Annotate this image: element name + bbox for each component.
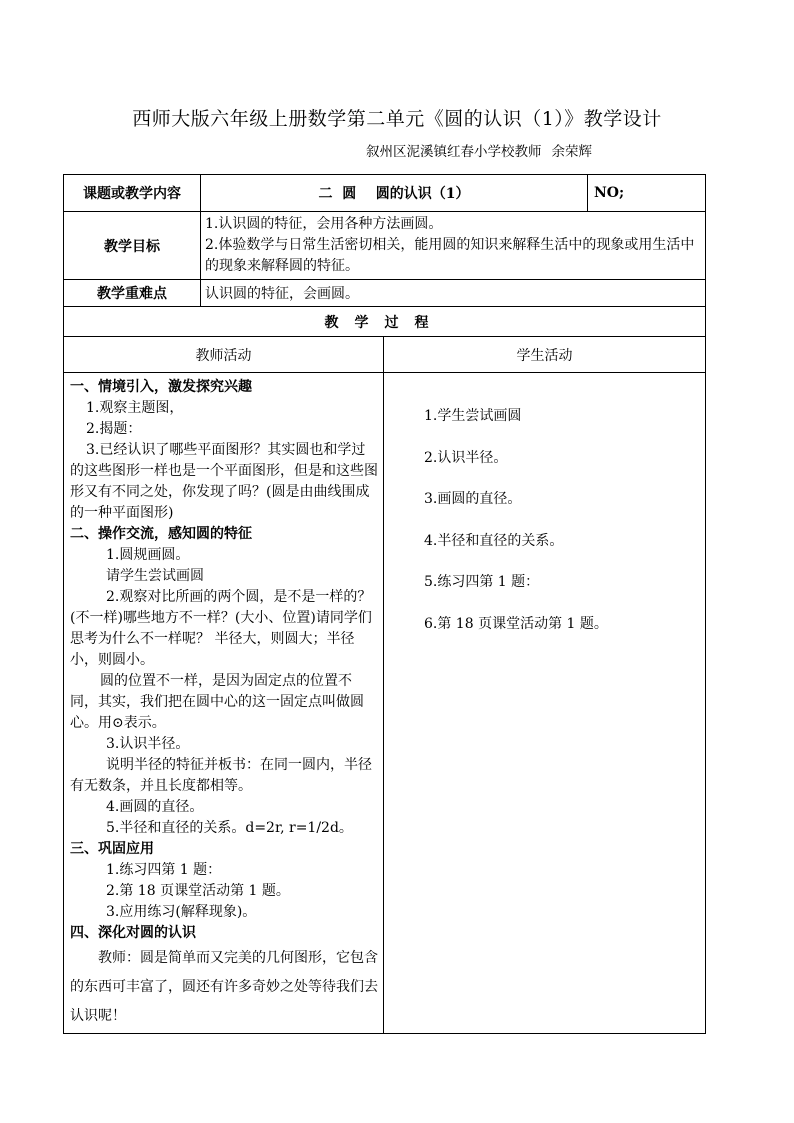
teacher-step [70,587,379,671]
student-activity-header: 学生活动 [384,337,706,373]
goal-item: 1.认识圆的特征，会用各种方法画圆。 [205,216,443,232]
teacher-step-text: 3.已经认识了哪些平面图形？其实圆也和学过的这些图形一样也是一个平面图形，但是和这些图形又有不同之处，你发现了吗？(圆是由曲线围成的一种平面图形) [70,442,378,521]
teacher-step: 5.半径和直径的关系。d=2r, r=1/2d。 [106,820,353,836]
teacher-step-text: 教师：圆是简单而又完美的几何图形，它包含的东西可丰富了，圆还有许多奇妙之处等待我们去认识呢！ [70,950,378,1024]
author-name: 余荣辉 [551,144,592,160]
teacher-step: 请学生尝试画圆 [106,568,204,584]
goal-item: 2.体验数学与日常生活密切相关，能用圆的知识来解释生活中的现象或用生活中的现象来解释圆的特征。 [205,237,695,274]
teacher-step-text: 说明半径的特征并板书：在同一圆内，半径有无数条，并且长度都相等。 [70,757,372,794]
document-title: 西师大版六年级上册数学第二单元《圆的认识（1）》教学设计 [132,108,662,130]
teacher-step [70,671,379,734]
teacher-step: 3.认识半径。 [106,736,190,752]
section-heading: 一、情境引入，激发探究兴趣 [70,379,252,395]
key-content: 认识圆的特征，会画圆。 [201,280,706,307]
lesson-plan-table [63,174,706,1034]
student-activity-cell [384,373,706,1034]
section-heading: 四、深化对圆的认识 [70,925,196,941]
student-step: 5.练习四第 1 题： [424,574,540,591]
topic-label: 课题或教学内容 [64,175,201,212]
teacher-step: 1.练习四第 1 题： [106,862,222,878]
process-header: 教学过程 [64,307,706,337]
student-step: 1.学生尝试画圆 [424,408,522,424]
goals-label: 教学目标 [64,212,201,280]
author-line [366,140,592,160]
author-school: 叙州区泥溪镇红春小学校教师 [366,144,542,160]
teacher-step-text: 2.观察对比所画的两个圆，是不是一样的？(不一样)哪些地方不一样？(大小、位置)请同学们思考为什么不一样呢？ 半径大，则圆大；半径小，则圆小。 [70,589,372,668]
student-step: 3.画圆的直径。 [424,491,522,508]
teacher-activity-header: 教师活动 [64,337,384,373]
section-heading: 二、操作交流，感知圆的特征 [70,526,252,542]
teacher-step [70,944,379,1031]
teacher-step: 1.观察主题图， [86,400,184,416]
student-step: 2.认识半径。 [424,449,508,466]
teacher-step: 3.应用练习(解释现象)。 [106,904,257,920]
teacher-step: 4.画圆的直径。 [106,799,204,815]
goals-content [201,212,706,280]
teacher-step: 2.揭题： [86,421,142,437]
teacher-step [70,755,379,797]
teacher-step: 1.圆规画圆。 [106,547,190,563]
teacher-step: 2.第 18 页课堂活动第 1 题。 [106,883,290,899]
key-label: 教学重难点 [64,280,201,307]
teacher-step [70,440,379,524]
section-heading: 三、巩固应用 [70,841,154,857]
teacher-activity-cell [64,373,384,1034]
teacher-step-text: 圆的位置不一样，是因为固定点的位置不同，其实，我们把在圆中心的这一固定点叫做圆心。用⊙表示。 [70,673,364,731]
student-step: 6.第 18 页课堂活动第 1 题。 [424,615,608,632]
no-label: NO; [588,175,706,212]
topic-value: 二 圆 圆的认识（1） [201,175,588,212]
student-step: 4.半径和直径的关系。 [424,532,564,549]
